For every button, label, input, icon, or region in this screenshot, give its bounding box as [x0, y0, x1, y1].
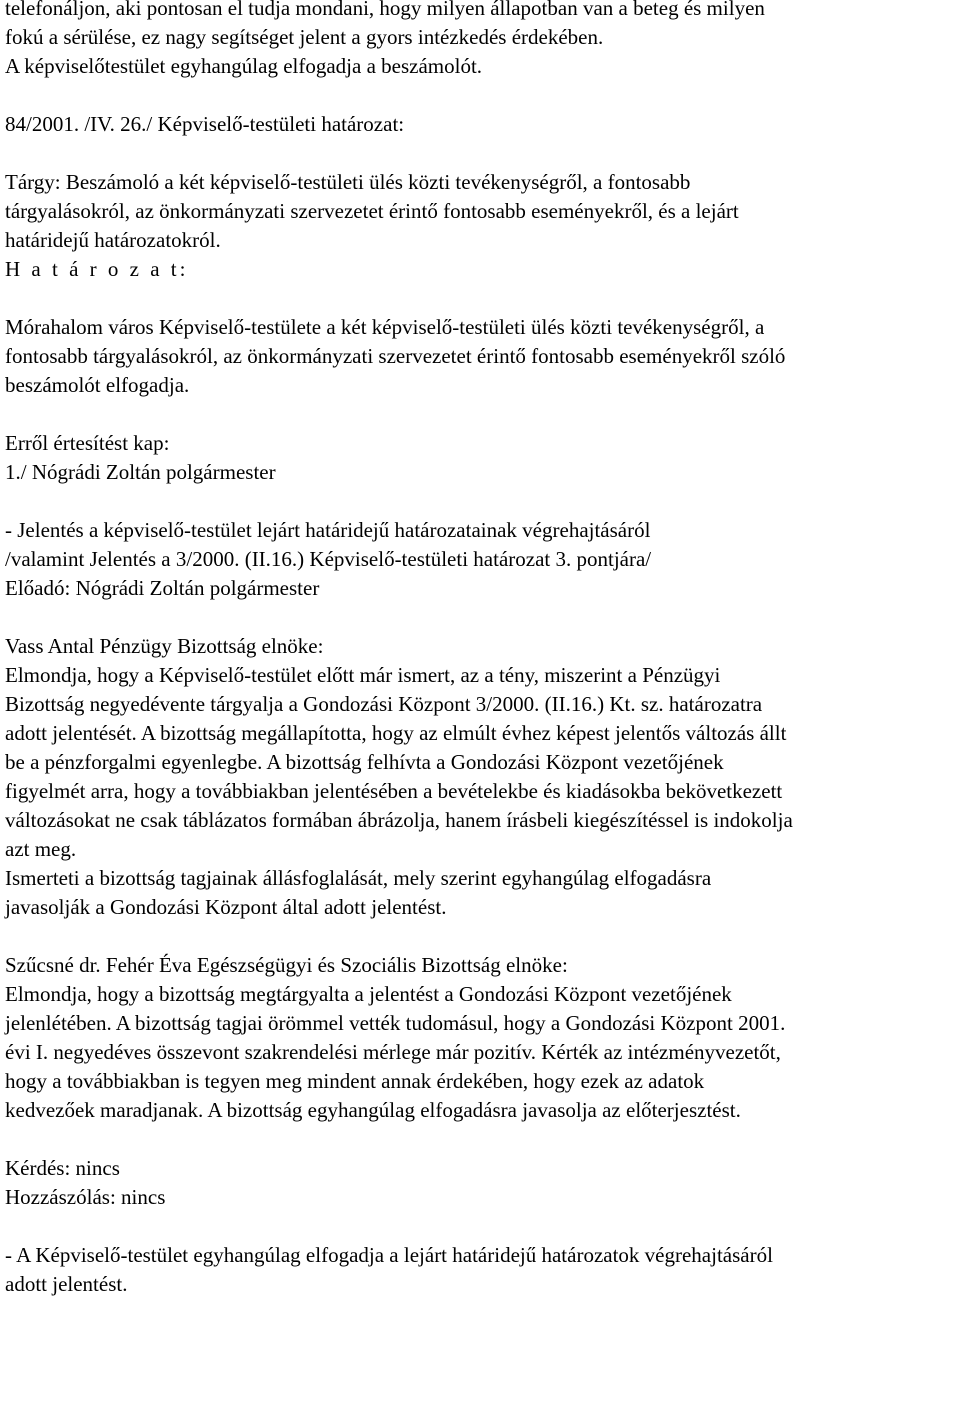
health-committee-paragraph — [5, 951, 960, 1125]
subject-line-3: határidejű határozatokról. — [5, 228, 221, 252]
finance-line-3: Bizottság negyedévente tárgyalja a Gondozási Központ 3/2000. (II.16.) Kt. sz. határozatra — [5, 692, 763, 716]
decision-label: H a t á r o z a t: — [5, 257, 189, 281]
notify-item: 1./ Nógrádi Zoltán polgármester — [5, 460, 276, 484]
intro-paragraph — [5, 0, 960, 81]
finance-line-6: figyelmét arra, hogy a továbbiakban jelentésében a bevételekbe és kiadásokba bekövetkezett — [5, 779, 783, 803]
presenter: Előadó: Nógrádi Zoltán polgármester — [5, 576, 320, 600]
comment-line: Hozzászólás: nincs — [5, 1185, 166, 1209]
health-line-2: Elmondja, hogy a bizottság megtárgyalta a jelentést a Gondozási Központ vezetőjének — [5, 982, 732, 1006]
decision-line-1: Mórahalom város Képviselő-testülete a két képviselő-testületi ülés közti tevékenységről, a — [5, 315, 765, 339]
finance-line-9: Ismerteti a bizottság tagjainak állásfoglalását, mely szerint egyhangúlag elfogadásra — [5, 866, 712, 890]
health-line-6: kedvezőek maradjanak. A bizottság egyhangúlag elfogadásra javasolja az előterjesztést. — [5, 1098, 741, 1122]
decision-line-2: fontosabb tárgyalásokról, az önkormányzati szervezetet érintő fontosabb eseményekről szóló — [5, 344, 786, 368]
health-line-5: hogy a továbbiakban is tegyen meg mindent annak érdekében, hogy ezek az adatok — [5, 1069, 705, 1093]
decision-paragraph — [5, 313, 960, 400]
finance-line-2: Elmondja, hogy a Képviselő-testület előtt már ismert, az a tény, miszerint a Pénzügyi — [5, 663, 721, 687]
finance-line-4: adott jelentését. A bizottság megállapította, hogy az elmúlt évhez képest jelentős változás állt — [5, 721, 787, 745]
report-title — [5, 516, 960, 574]
report-title-line-1: - Jelentés a képviselő-testület lejárt határidejű határozatainak végrehajtásáról — [5, 518, 651, 542]
closing-paragraph — [5, 1241, 960, 1299]
notify-label: Erről értesítést kap: — [5, 431, 170, 455]
resolution-heading: 84/2001. /IV. 26./ Képviselő-testületi határozat: — [5, 112, 405, 136]
subject-paragraph — [5, 168, 960, 255]
intro-line-1: telefonáljon, aki pontosan el tudja mondani, hogy milyen állapotban van a beteg és milyen — [5, 0, 765, 20]
subject-line-1: Tárgy: Beszámoló a két képviselő-testületi ülés közti tevékenységről, a fontosabb — [5, 170, 691, 194]
intro-line-2: fokú a sérülése, ez nagy segítséget jelent a gyors intézkedés érdekében. — [5, 25, 604, 49]
health-line-4: évi I. negyedéves összevont szakrendelési mérlege már pozitív. Kérték az intézményvezetőt, — [5, 1040, 781, 1064]
document-page — [5, 0, 960, 1299]
closing-line-2: adott jelentést. — [5, 1272, 128, 1296]
finance-line-7: változásokat ne csak táblázatos formában ábrázolja, hanem írásbeli kiegészítéssel is indokolja — [5, 808, 793, 832]
finance-line-10: javasolják a Gondozási Központ által adott jelentést. — [5, 895, 447, 919]
health-line-3: jelenlétében. A bizottság tagjai örömmel vették tudomásul, hogy a Gondozási Központ 2001. — [5, 1011, 786, 1035]
finance-committee-paragraph — [5, 632, 960, 922]
subject-line-2: tárgyalásokról, az önkormányzati szervezetet érintő fontosabb eseményekről, és a lejárt — [5, 199, 739, 223]
intro-line-3: A képviselőtestület egyhangúlag elfogadja a beszámolót. — [5, 54, 483, 78]
report-title-line-2: /valamint Jelentés a 3/2000. (II.16.) Képviselő-testületi határozat 3. pontjára/ — [5, 547, 652, 571]
finance-line-8: azt meg. — [5, 837, 77, 861]
closing-line-1: - A Képviselő-testület egyhangúlag elfogadja a lejárt határidejű határozatok végrehajtásáról — [5, 1243, 773, 1267]
decision-line-3: beszámolót elfogadja. — [5, 373, 190, 397]
health-line-1: Szűcsné dr. Fehér Éva Egészségügyi és Szociális Bizottság elnöke: — [5, 953, 568, 977]
finance-line-5: be a pénzforgalmi egyenlegbe. A bizottság felhívta a Gondozási Központ vezetőjének — [5, 750, 724, 774]
finance-line-1: Vass Antal Pénzügy Bizottság elnöke: — [5, 634, 324, 658]
question-line: Kérdés: nincs — [5, 1156, 120, 1180]
